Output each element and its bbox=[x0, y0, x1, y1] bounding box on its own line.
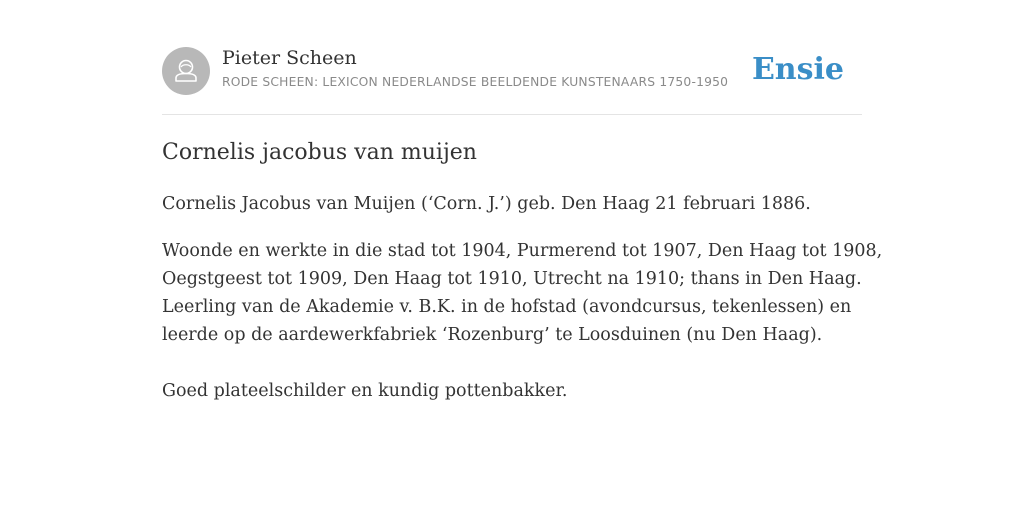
paragraph-career bbox=[162, 237, 883, 349]
user-icon bbox=[162, 47, 210, 95]
paragraph-line: leerde op de aardewerkfabriek ‘Rozenburg’ te Loosduinen (nu Den Haag). bbox=[162, 325, 823, 345]
author-avatar[interactable] bbox=[162, 47, 210, 95]
article-title: Cornelis jacobus van muijen bbox=[162, 140, 477, 165]
paragraph-line: Leerling van de Akademie v. B.K. in de hofstad (avondcursus, tekenlessen) en bbox=[162, 297, 852, 317]
paragraph-summary: Goed plateelschilder en kundig pottenbakker. bbox=[162, 381, 568, 401]
paragraph-line: Woonde en werkte in die stad tot 1904, Purmerend tot 1907, Den Haag tot 1908, bbox=[162, 241, 883, 261]
ensie-logo[interactable]: Ensie bbox=[751, 52, 844, 87]
source-label[interactable]: RODE SCHEEN: LEXICON NEDERLANDSE BEELDENDE KUNSTENAARS 1750-1950 bbox=[222, 75, 729, 89]
paragraph-birth: Cornelis Jacobus van Muijen (‘Corn. J.’) geb. Den Haag 21 februari 1886. bbox=[162, 194, 811, 214]
article-body bbox=[162, 190, 883, 405]
author-name[interactable]: Pieter Scheen bbox=[222, 47, 357, 69]
paragraph-line: Oegstgeest tot 1909, Den Haag tot 1910, Utrecht na 1910; thans in Den Haag. bbox=[162, 269, 862, 289]
article-header bbox=[162, 46, 862, 115]
